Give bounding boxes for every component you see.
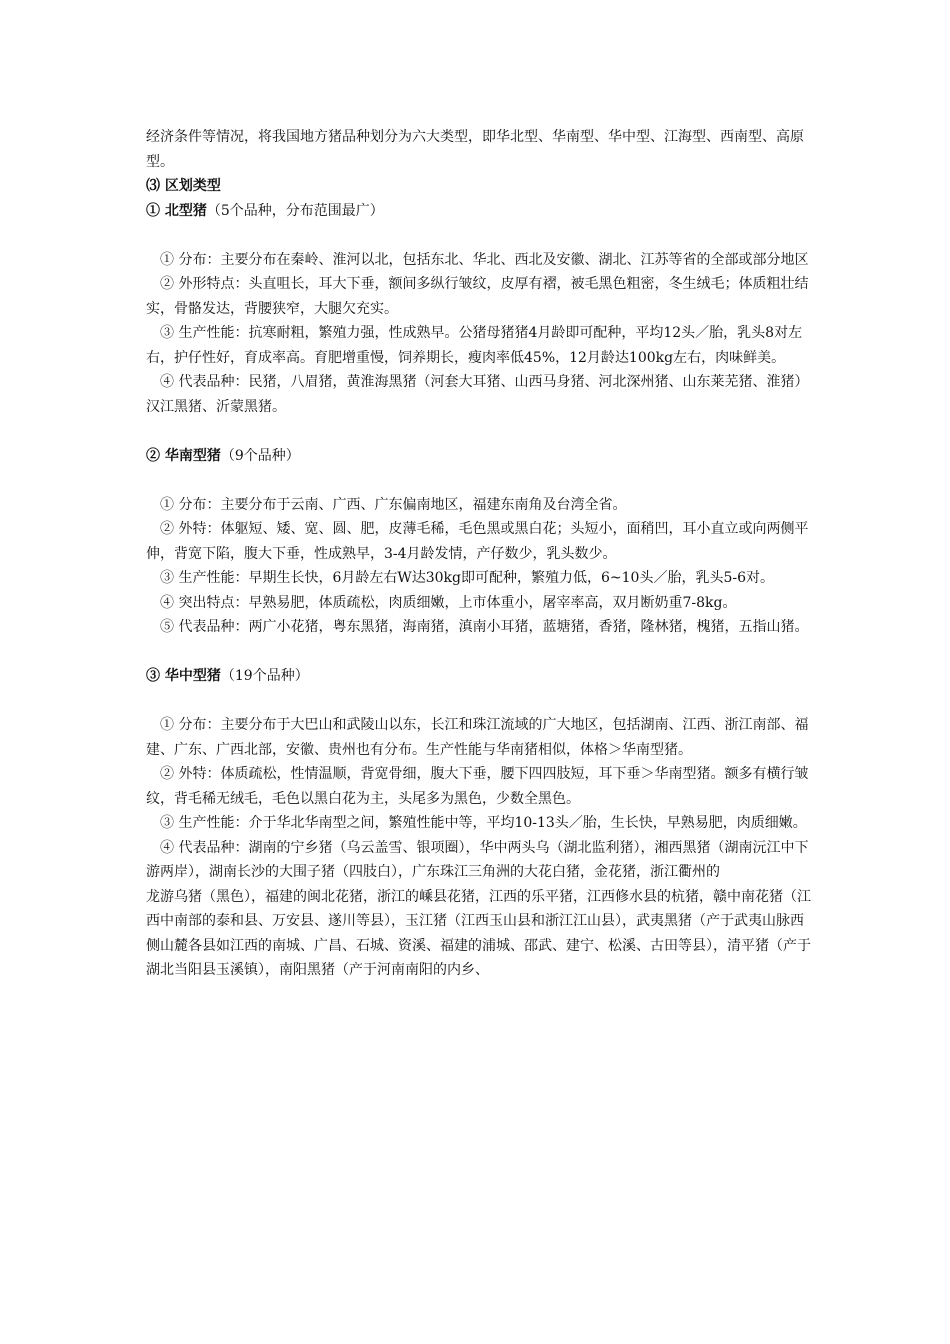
central-type-title: ③ 华中型猪 (146, 668, 221, 684)
north-item-distribution: ① 分布：主要分布在秦岭、淮河以北，包括东北、华北、西北及安徽、湖北、江苏等省的全部或部分地区 (160, 251, 809, 268)
spacer (146, 468, 812, 493)
south-type-heading (146, 444, 812, 469)
intro-paragraph: 经济条件等情况，将我国地方猪品种划分为六大类型，即华北型、华南型、华中型、江海型、西南型、高原型。 (146, 129, 804, 170)
central-item-appearance: ② 外特：体质疏松，性情温顺，背宽骨细，腹大下垂，腰下四四肢短，耳下垂＞华南型猪。额多有横行皱纹，背毛稀无绒毛，毛色以黑白花为主，头尾多为黑色，少数全黑色。 (146, 766, 809, 807)
north-type-note: （5个品种，分布范围最广） (206, 202, 384, 219)
south-item-performance: ③ 生产性能：早期生长快，6月龄左右W达30kg即可配种，繁殖力低，6~10头／胎，乳头5-6对。 (160, 570, 775, 586)
south-type-title: ② 华南型猪 (146, 447, 221, 464)
north-breeds-continuation: 汉江黑猪、沂蒙黑猪。 (146, 398, 286, 415)
north-item-breeds: ④ 代表品种：民猪，八眉猪，黄淮海黑猪（河套大耳猪、山西马身猪、河北深州猪、山东莱芜猪、淮猪） (160, 374, 809, 390)
spacer (146, 640, 812, 665)
south-type-note: （9个品种） (220, 447, 300, 464)
north-item-performance: ③ 生产性能：抗寒耐粗，繁殖力强，性成熟早。公猪母猪猪4月龄即可配种，平均12头／胎，乳头8对左右，护仔性好，育成率高。育肥增重慢，饲养期长，瘦肉率低45%，12月龄达100kg左右，肉味鲜美。 (146, 325, 803, 366)
south-item-features: ④ 突出特点：早熟易肥，体质疏松，肉质细嫩，上市体重小，屠宰率高，双月断奶重7-8kg。 (160, 594, 737, 611)
north-type-title: ① 北型猪 (146, 202, 207, 219)
spacer (146, 223, 812, 248)
central-type-note: （19个品种） (220, 668, 309, 684)
south-item-appearance: ② 外特：体躯短、矮、宽、圆、肥，皮薄毛稀，毛色黑或黑白花；头短小，面稍凹，耳小直立或向两侧平伸，背宽下陷，腹大下垂，性成熟早，3-4月龄发情，产仔数少，乳头数少。 (146, 521, 809, 562)
section-heading: ⑶ 区划类型 (146, 178, 221, 194)
south-item-breeds: ⑤ 代表品种：两广小花猪，粤东黑猪，海南猪，滇南小耳猪，蓝塘猪，香猪，隆林猪，槐猪，五指山猪。 (160, 619, 809, 635)
central-item-performance: ③ 生产性能：介于华北华南型之间，繁殖性能中等，平均10-13头／胎，生长快，早熟易肥，肉质细嫩。 (160, 815, 807, 831)
north-type-heading (146, 199, 812, 224)
central-type-heading (146, 664, 812, 689)
spacer (146, 689, 812, 714)
north-item-appearance: ② 外形特点：头直咀长，耳大下垂，额间多纵行皱纹，皮厚有褶，被毛黑色粗密，冬生绒毛；体质粗壮结实，骨骼发达，背腰狭窄，大腿欠充实。 (146, 276, 809, 317)
central-item-breeds: ④ 代表品种：湖南的宁乡猪（乌云盖雪、银项圈），华中两头乌（湖北监利猪），湘西黑猪（湖南沅江中下游两岸），湖南长沙的大围子猪（四肢白），广东珠江三角洲的大花白猪，金花猪，浙江衢州的 (146, 839, 809, 880)
central-item-distribution: ① 分布：主要分布于大巴山和武陵山以东，长江和珠江流域的广大地区，包括湖南、江西、浙江南部、福建、广东、广西北部，安徽、贵州也有分布。生产性能与华南猪相似，体格＞华南型猪。 (146, 717, 809, 758)
central-breeds-continuation: 龙游乌猪（黑色），福建的闽北花猪，浙江的嵊县花猪，江西的乐平猪，江西修水县的杭猪，赣中南花猪（江西中南部的泰和县、万安县、遂川等县），玉江猪（江西玉山县和浙江江山县），武夷黑猪（产于武夷山脉西侧山麓各县如江西的南城、广昌、石城、资溪、福建的浦城、邵武、建宁、松溪、古田等县），清平猪（产于湖北当阳县玉溪镇），南阳黑猪（产于河南南阳的内乡、 (146, 888, 811, 978)
document-page (146, 125, 812, 983)
south-item-distribution: ① 分布：主要分布于云南、广西、广东偏南地区，福建东南角及台湾全省。 (160, 496, 627, 513)
spacer (146, 419, 812, 444)
